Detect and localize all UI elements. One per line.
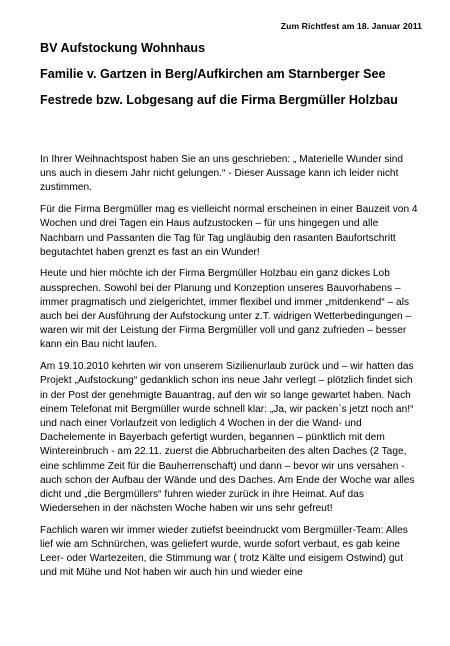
paragraph: Am 19.10.2010 kehrten wir von unserem Sizilienurlaub zurück und – wir hatten das Projekt „Aufstockung“ gedanklich schon ins neue Jahr verlegt – plötzlich findet sich in der Post der genehmigte Bauantrag, auf den wir so lange gewartet haben. Nach einem Telefonat mit Bergmüller wurde schnell klar: „Ja, wir packen`s jetzt noch an!“ und nach einer Vorlaufzeit von lediglich 4 Wochen in der die Wand- und Dachelemente in Bayerbach gefertigt wurden, begannen – pünktlich mit dem Wintereinbruch - am 22.11. zuerst die Abbrucharbeiten des alten Daches (2 Tage, eine schlimme Zeit für die Bauherrenschaft) und dann – bevor wir uns versahen - auch schon der Aufbau der Wände und des Daches. Am Ende der Woche war alles dicht und „die Bergmüllers“ fuhren wieder zurück in ihre Heimat. Auf das Wiedersehen in der nächsten Woche haben wir uns sehr gefreut!: [40, 361, 415, 515]
paragraph: Fachlich waren wir immer wieder zutiefst beeindruckt vom Bergmüller-Team: Alles lief wie am Schnürchen, was geliefert wurde, wurde sofort verbaut, es gab keine Leer- oder Wartezeiten, die Stimmung war ( trotz Kälte und eisigem Ostwind) gut und mit Mühe und Not haben wir auch hin und wieder eine: [40, 524, 408, 579]
paragraph: Für die Firma Bergmüller mag es vielleicht normal erscheinen in einer Bauzeit von 4 Wochen und drei Tagen ein Haus aufzustocken – für uns hingegen und alle Nachbarn und Passanten die Tag für Tag ungläubig den rasanten Baufortschritt begutachtet haben grenzt es fast an ein Wunder!: [40, 204, 418, 258]
speech-body: [40, 153, 422, 588]
dateline: Zum Richtfest am 18. Januar 2011: [280, 21, 422, 31]
paragraph: Heute und hier möchte ich der Firma Bergmüller Holzbau ein ganz dickes Lob aussprechen. Sowohl bei der Planung und Konzeption unseres Bauvorhabens – immer pragmatisch und zielgerichtet, immer flexibel und immer „mitdenkend“ – als auch bei der Ausführung der Aufstockung unter z.T. widrigen Wetterbedingungen – waren wir mit der Leistung der Firma Bergmüller voll und ganz zufrieden – besser kann ein Bau nicht laufen.: [40, 268, 412, 351]
heading-block: [40, 41, 398, 119]
project-title: BV Aufstockung Wohnhaus: [40, 41, 206, 55]
paragraph: In Ihrer Weihnachtspost haben Sie an uns geschrieben: „ Materielle Wunder sind uns auch in diesem Jahr nicht gelungen.“ - Dieser Aussage kann ich leider nicht zustimmen.: [40, 154, 404, 194]
client-line: Familie v. Gartzen in Berg/Aufkirchen am Starnberger See: [40, 67, 386, 81]
speech-title: Festrede bzw. Lobgesang auf die Firma Bergmüller Holzbau: [40, 93, 398, 107]
